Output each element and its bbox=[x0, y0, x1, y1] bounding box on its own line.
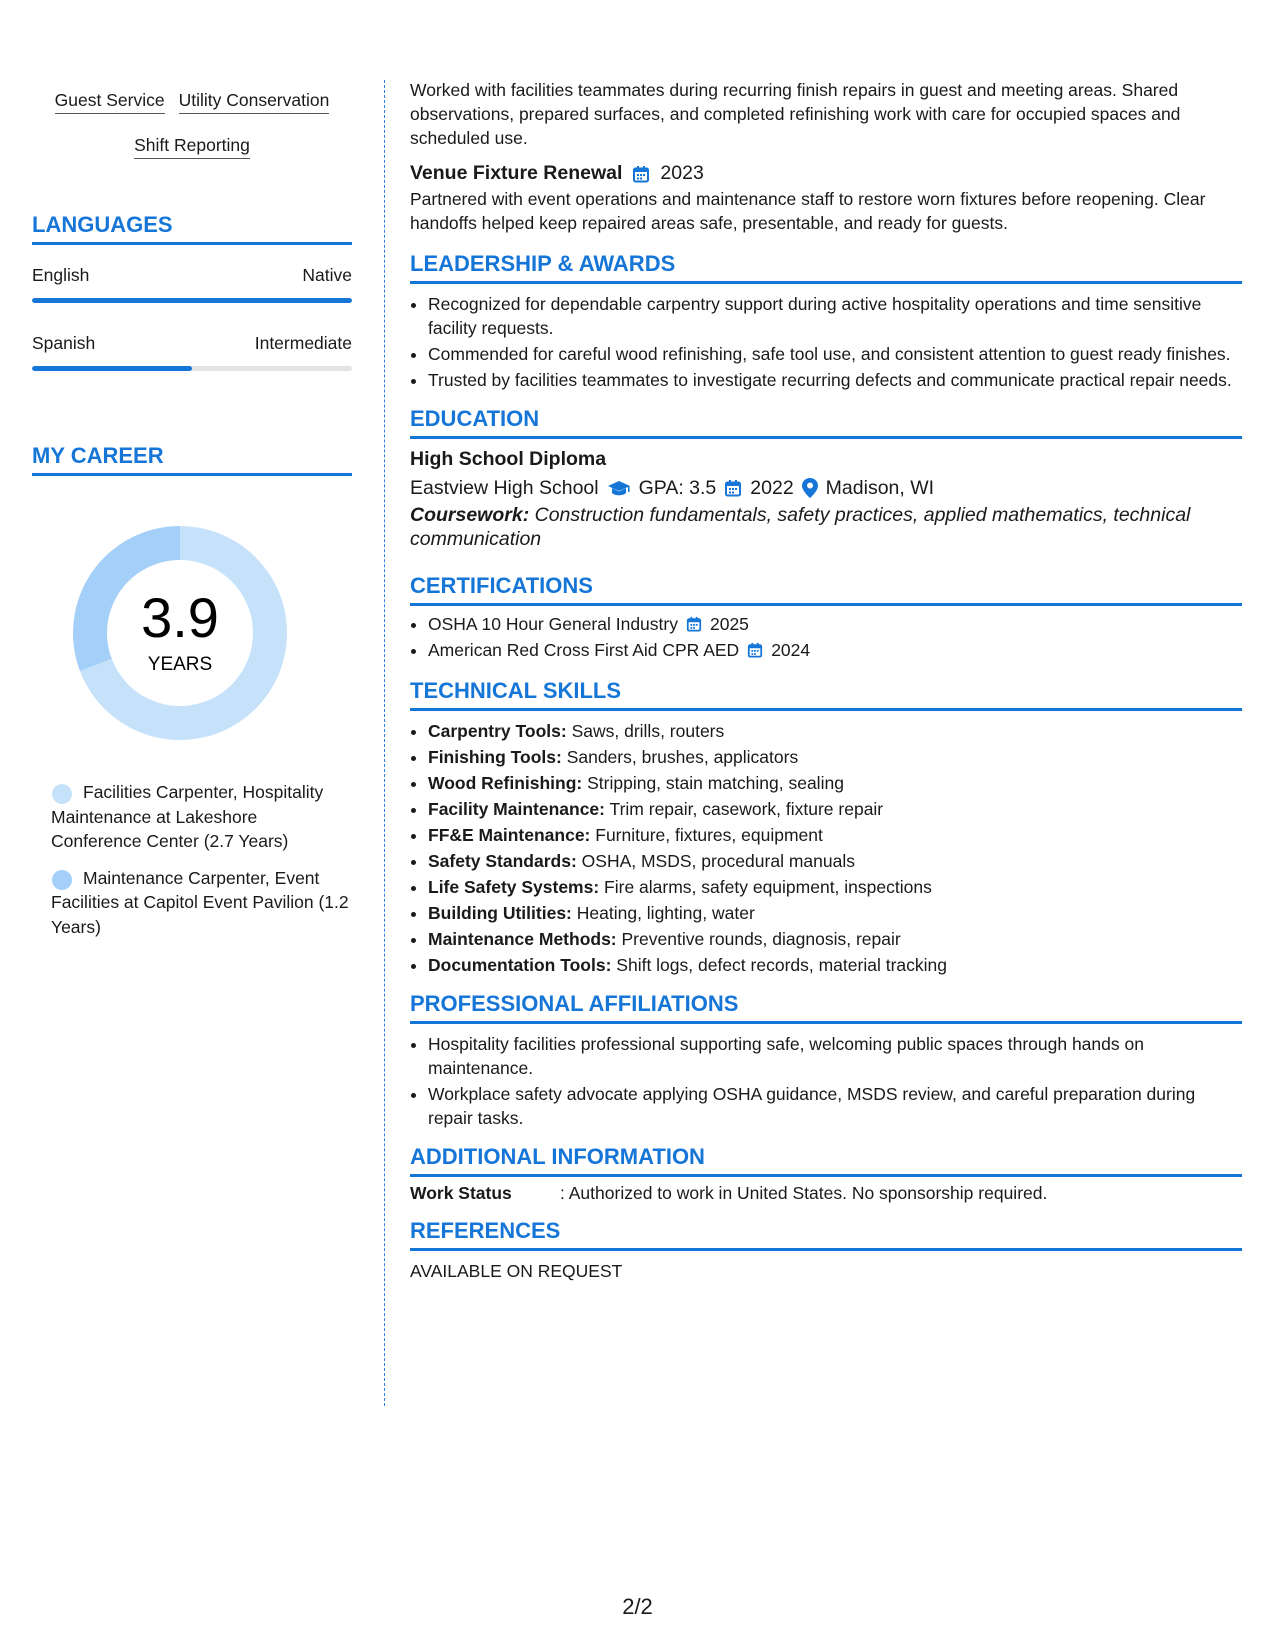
career-legend-label: Facilities Carpenter, Hospitality Maintenance at Lakeshore Conference Center (2.7 Years) bbox=[51, 782, 324, 851]
skill-item bbox=[428, 771, 1242, 795]
references-heading: REFERENCES bbox=[410, 1218, 1242, 1251]
language-level: Native bbox=[302, 265, 352, 285]
career-legend-item bbox=[32, 866, 352, 940]
work-status-row bbox=[410, 1183, 1242, 1204]
skill-item bbox=[428, 875, 1242, 899]
leadership-heading: LEADERSHIP & AWARDS bbox=[410, 251, 1242, 284]
education-school: Eastview High School bbox=[410, 477, 599, 499]
education-details bbox=[410, 473, 1242, 503]
language-proficiency-bar bbox=[32, 366, 352, 371]
language-level: Intermediate bbox=[254, 333, 352, 353]
certifications-heading: CERTIFICATIONS bbox=[410, 573, 1242, 606]
graduation-cap-icon bbox=[607, 479, 631, 497]
tag: Guest Service bbox=[55, 89, 165, 114]
skill-label: Documentation Tools: bbox=[428, 955, 612, 975]
calendar-icon bbox=[724, 479, 742, 497]
career-years-label: YEARS bbox=[147, 654, 213, 675]
skill-value: Heating, lighting, water bbox=[571, 903, 755, 923]
skill-label: Wood Refinishing: bbox=[428, 773, 583, 793]
career-heading: MY CAREER bbox=[32, 443, 352, 476]
education-gpa: GPA: 3.5 bbox=[638, 477, 717, 499]
skill-label: Maintenance Methods: bbox=[428, 929, 617, 949]
certification-item bbox=[428, 638, 1242, 662]
skills-list bbox=[410, 719, 1242, 977]
calendar-icon bbox=[686, 616, 702, 632]
education-coursework bbox=[410, 503, 1242, 551]
certification-item bbox=[428, 612, 1242, 636]
skill-label: Building Utilities: bbox=[428, 903, 572, 923]
skill-label: Carpentry Tools: bbox=[428, 721, 567, 741]
skill-label: FF&E Maintenance: bbox=[428, 825, 591, 845]
skill-label: Finishing Tools: bbox=[428, 747, 562, 767]
list-item: • Trusted by facilities teammates to investigate recurring defects and communicate practical repair needs. bbox=[428, 368, 1242, 392]
skill-item bbox=[428, 745, 1242, 769]
tag: Shift Reporting bbox=[134, 134, 250, 159]
skill-value: Sanders, brushes, applicators bbox=[561, 747, 799, 767]
coursework-text: Construction fundamentals, safety practices, applied mathematics, technical communication bbox=[410, 504, 1191, 550]
list-item: • Commended for careful wood refinishing, safe tool use, and consistent attention to guest ready finishes. bbox=[428, 342, 1242, 366]
skill-item bbox=[428, 719, 1242, 743]
skill-value: OSHA, MSDS, procedural manuals bbox=[576, 851, 855, 871]
list-item: • Workplace safety advocate applying OSHA guidance, MSDS review, and careful preparation during repair tasks. bbox=[428, 1082, 1242, 1130]
language-item bbox=[32, 333, 352, 371]
skill-value: Shift logs, defect records, material tracking bbox=[611, 955, 947, 975]
tag: Utility Conservation bbox=[179, 89, 330, 114]
education-location: Madison, WI bbox=[825, 477, 935, 499]
right-column bbox=[410, 78, 1242, 1282]
project-description: Partnered with event operations and maintenance staff to restore worn fixtures before reopening. Clear handoffs helped keep repaired areas safe, presentable, and ready for guests. bbox=[410, 189, 1206, 233]
language-item bbox=[32, 265, 352, 303]
legend-dot bbox=[52, 870, 72, 890]
education-heading: EDUCATION bbox=[410, 406, 1242, 439]
skill-value: Stripping, stain matching, sealing bbox=[582, 773, 844, 793]
skill-value: Trim repair, casework, fixture repair bbox=[605, 799, 884, 819]
legend-dot bbox=[52, 784, 72, 804]
languages-heading: LANGUAGES bbox=[32, 212, 352, 245]
career-donut-chart bbox=[67, 520, 293, 746]
affiliations-heading: PROFESSIONAL AFFILIATIONS bbox=[410, 991, 1242, 1024]
languages-section bbox=[32, 212, 352, 371]
career-legend-item bbox=[32, 780, 352, 854]
list-item: • Hospitality facilities professional supporting safe, welcoming public spaces through hands on maintenance. bbox=[428, 1032, 1242, 1080]
language-proficiency-bar bbox=[32, 298, 352, 303]
skill-value: Fire alarms, safety equipment, inspections bbox=[599, 877, 932, 897]
experience-intro: Worked with facilities teammates during recurring finish repairs in guest and meeting areas. Shared observations, prepared surfaces, and completed refinishing work with care for occupied spaces and scheduled use. bbox=[410, 80, 1181, 148]
education-year: 2022 bbox=[750, 477, 794, 499]
left-column bbox=[32, 78, 352, 939]
work-status-label: Work Status bbox=[410, 1183, 512, 1203]
affiliations-list bbox=[410, 1032, 1242, 1130]
skill-item bbox=[428, 849, 1242, 873]
skill-value: Saws, drills, routers bbox=[566, 721, 725, 741]
certifications-list bbox=[410, 612, 1242, 662]
coursework-label: Coursework: bbox=[410, 504, 530, 526]
career-legend-label: Maintenance Carpenter, Event Facilities at Capitol Event Pavilion (1.2 Years) bbox=[51, 867, 349, 937]
skill-label: Life Safety Systems: bbox=[428, 877, 600, 897]
certification-year: 2025 bbox=[709, 614, 749, 634]
skill-value: Preventive rounds, diagnosis, repair bbox=[616, 929, 901, 949]
calendar-icon bbox=[632, 165, 650, 183]
certification-year: 2024 bbox=[771, 640, 811, 660]
list-item: • Recognized for dependable carpentry support during active hospitality operations and time sensitive facility requests. bbox=[428, 292, 1242, 340]
skill-item bbox=[428, 797, 1242, 821]
certification-name: • American Red Cross First Aid CPR AED bbox=[428, 640, 740, 660]
project-title-row bbox=[410, 162, 1242, 185]
skill-value: Furniture, fixtures, equipment bbox=[590, 825, 823, 845]
skill-label: Facility Maintenance: bbox=[428, 799, 605, 819]
skill-item bbox=[428, 823, 1242, 847]
leadership-list bbox=[410, 292, 1242, 392]
location-pin-icon bbox=[802, 478, 818, 498]
page-number: 2/2 bbox=[622, 1594, 653, 1619]
career-total-years: 3.9 bbox=[141, 586, 219, 649]
work-status-value: : Authorized to work in United States. No sponsorship required. bbox=[560, 1183, 1048, 1203]
skill-tags bbox=[32, 78, 352, 168]
skill-item bbox=[428, 953, 1242, 977]
skill-item bbox=[428, 927, 1242, 951]
education-entry bbox=[410, 445, 1242, 551]
column-divider bbox=[384, 80, 385, 1406]
education-degree: High School Diploma bbox=[410, 448, 607, 470]
calendar-icon bbox=[747, 642, 763, 658]
language-name: Spanish bbox=[32, 333, 96, 353]
certification-name: • OSHA 10 Hour General Industry bbox=[428, 614, 678, 634]
language-name: English bbox=[32, 265, 90, 285]
additional-heading: ADDITIONAL INFORMATION bbox=[410, 1144, 1242, 1177]
career-section bbox=[32, 443, 352, 939]
skills-heading: TECHNICAL SKILLS bbox=[410, 678, 1242, 711]
references-text: AVAILABLE ON REQUEST bbox=[410, 1261, 623, 1281]
skill-item bbox=[428, 901, 1242, 925]
skill-label: Safety Standards: bbox=[428, 851, 577, 871]
project-title: Venue Fixture Renewal bbox=[410, 162, 623, 184]
project-year: 2023 bbox=[660, 162, 704, 184]
